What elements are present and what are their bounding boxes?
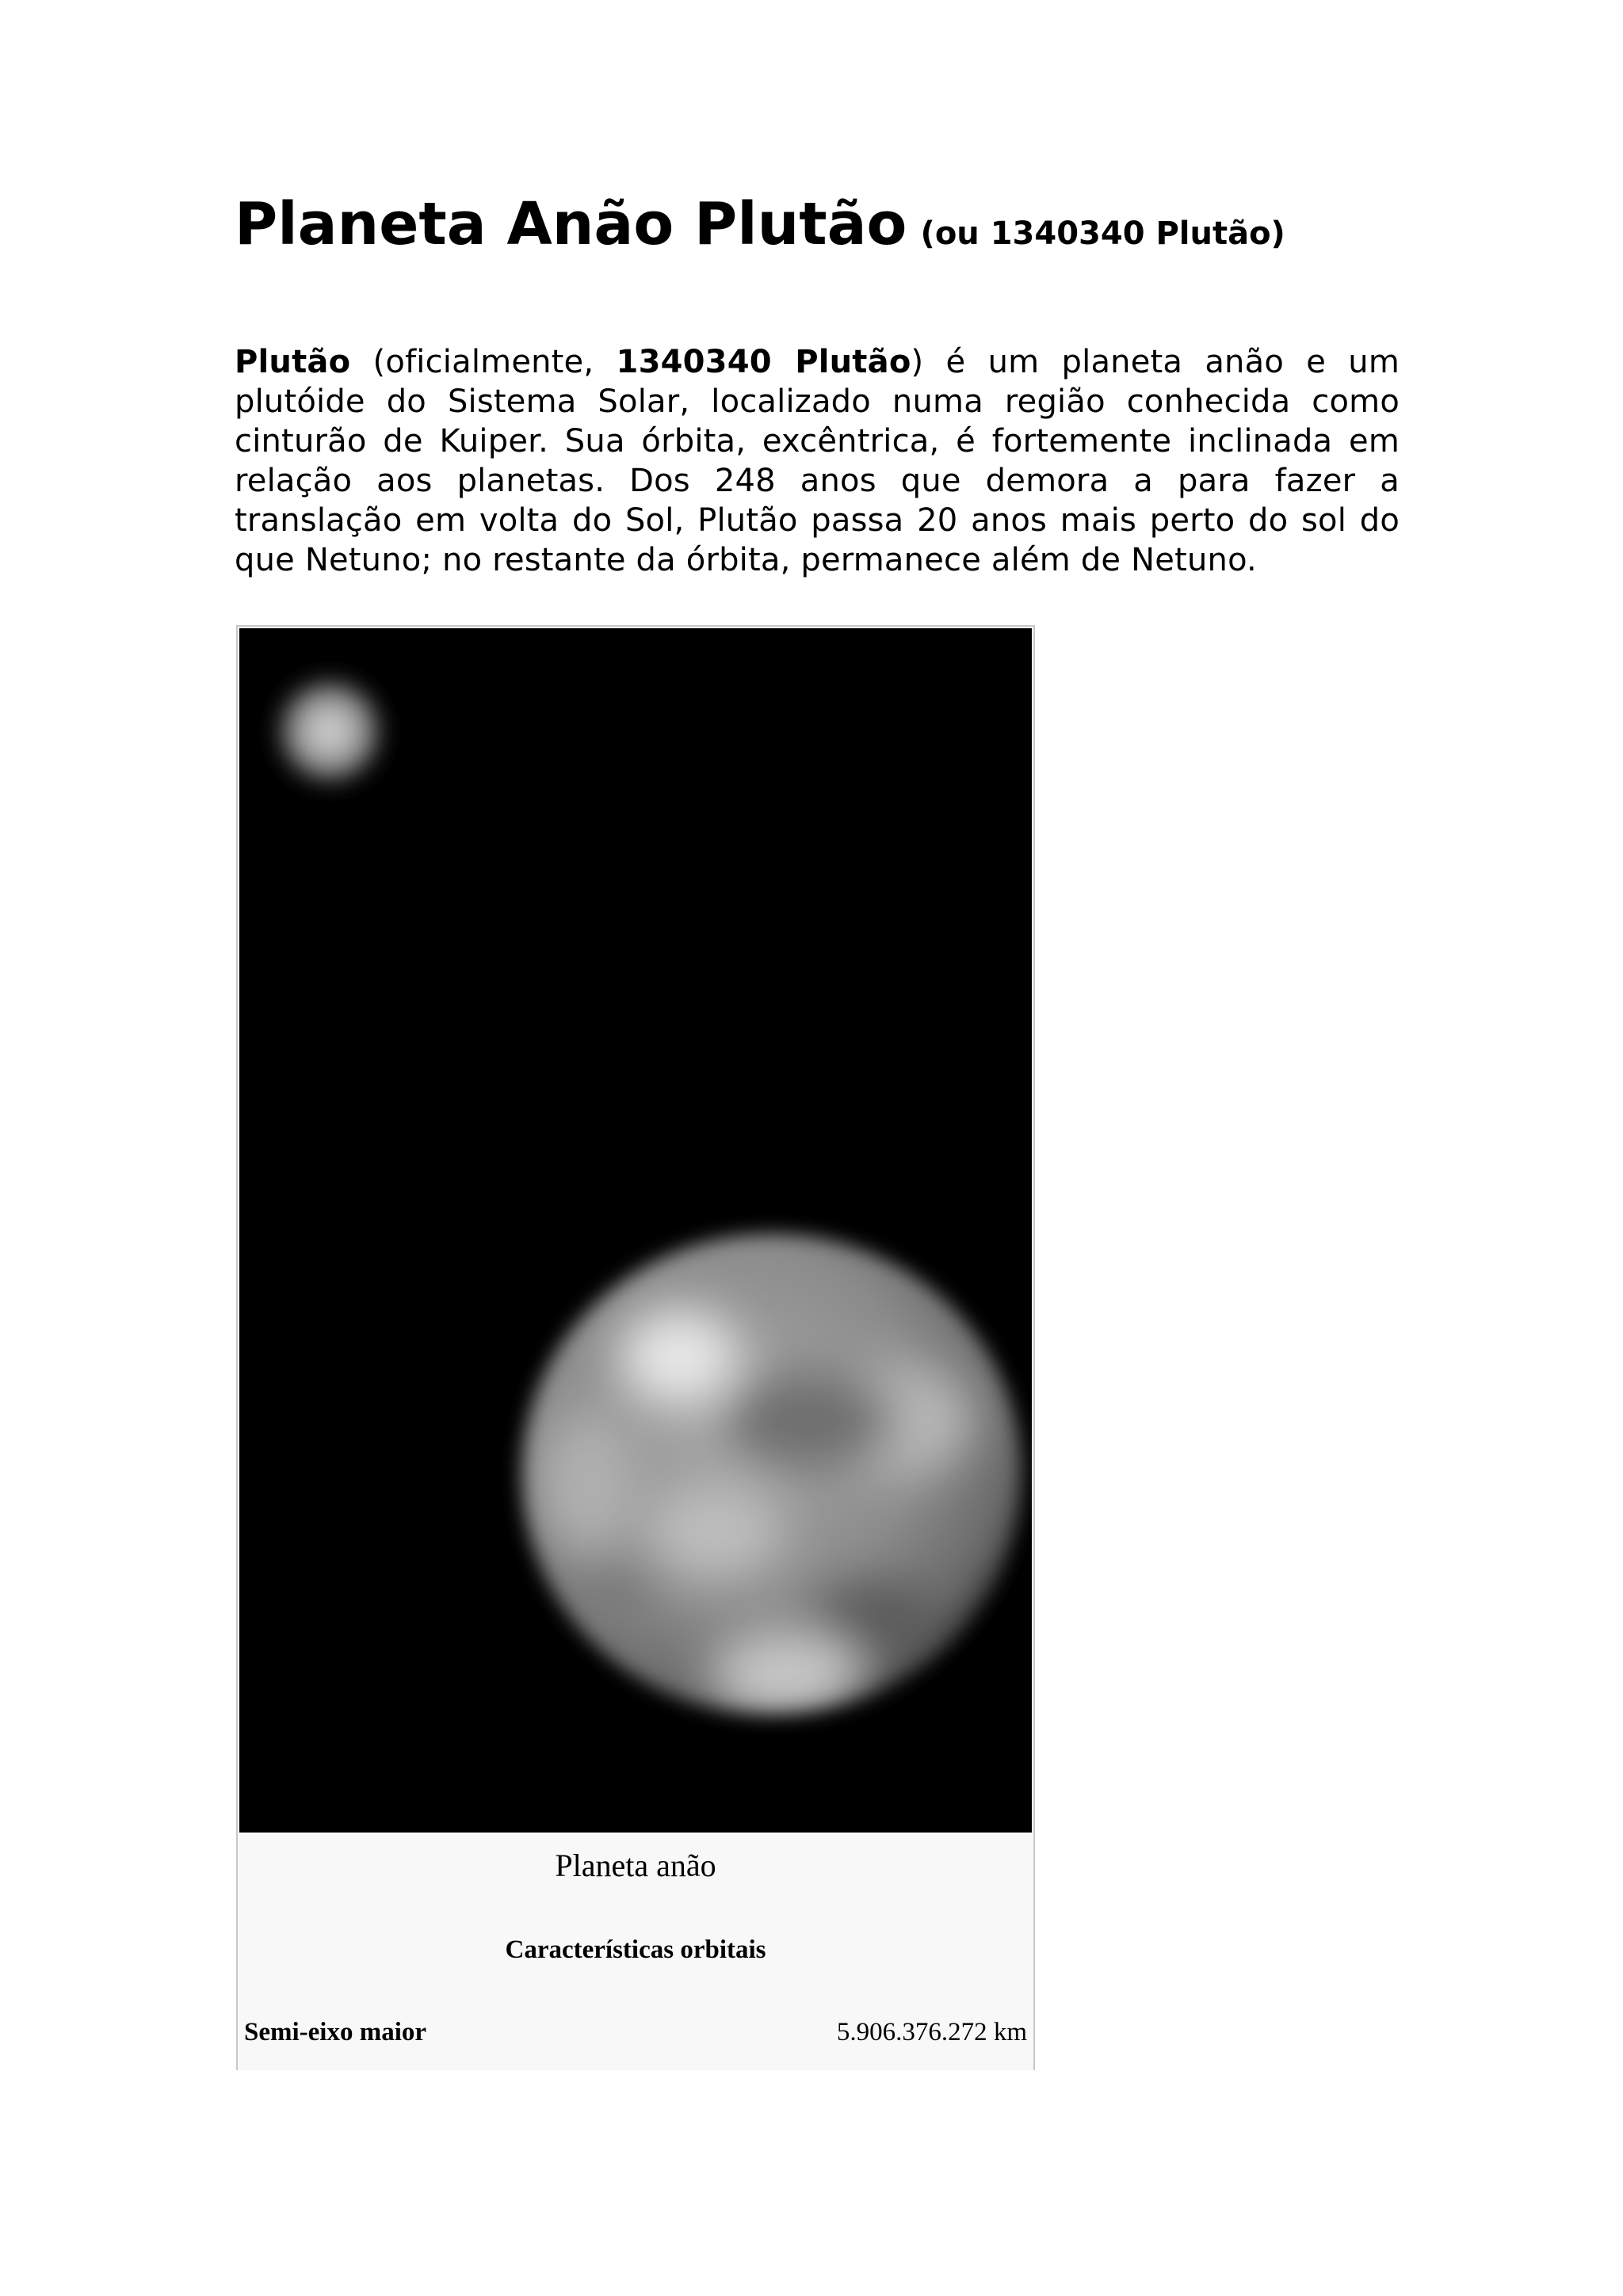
intro-text-1: (oficialmente, (350, 344, 617, 380)
charon-moon (277, 679, 382, 784)
intro-name: Plutão (235, 344, 351, 380)
row-value: 5.906.376.272 km (836, 2018, 1027, 2046)
page-title (235, 190, 1285, 258)
row-label: Semi-eixo maior (244, 2018, 427, 2046)
pluto-photo (239, 628, 1032, 1833)
title-main: Planeta Anão Plutão (235, 190, 907, 258)
orbital-characteristics-heading: Características orbitais (505, 1936, 766, 1964)
pluto-planet (521, 1234, 1022, 1718)
intro-paragraph (235, 342, 1400, 580)
title-subtitle: (ou 1340340 Plutão) (920, 215, 1285, 252)
infobox-caption: Planeta anão (555, 1848, 716, 1883)
intro-text-2: ) é um planeta anão e um plutóide do Sistema Solar, localizado numa região conhecida como cinturão de Kuiper. Sua órbita, excêntrica, é fortemente inclinada em relação aos planetas. Dos 248 anos que demora a para fazer a translação em volta do Sol, Plutão passa 20 anos mais perto do sol do que Netuno; no restante da órbita, permanece além de Netuno. (235, 344, 1400, 578)
intro-official-name: 1340340 Plutão (616, 344, 911, 380)
infobox (236, 625, 1035, 2070)
